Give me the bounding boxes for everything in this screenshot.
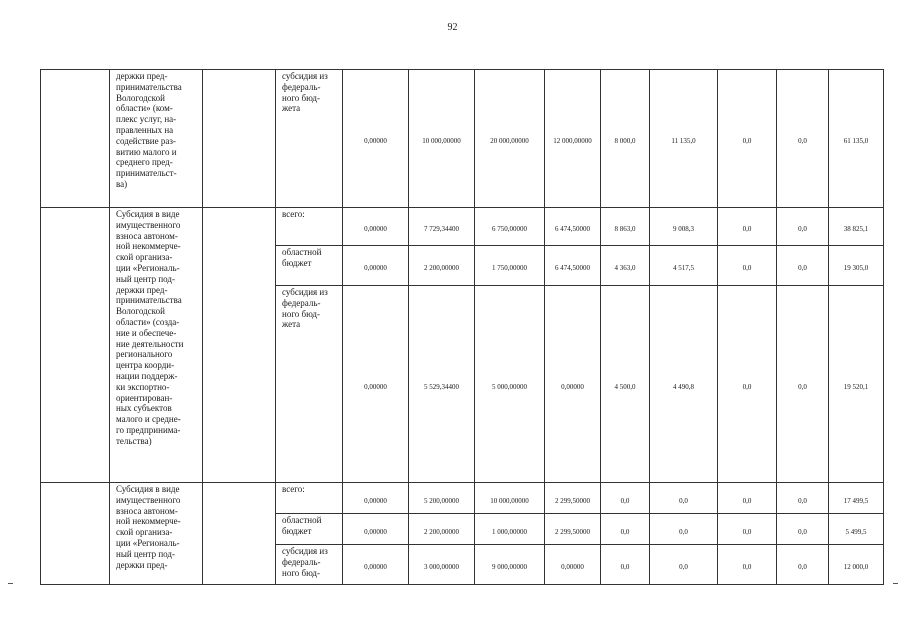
amount-cell: 2 299,50000 — [545, 483, 601, 514]
amount-cell: 10 000,00000 — [475, 483, 545, 514]
amount-cell: 0,00000 — [343, 70, 409, 208]
amount-cell: 2 200,00000 — [409, 514, 475, 545]
measure-description: Субсидия в виде имущественного взноса автоном- ной некоммерче- ской организа- ции «Региональ- ный центр под- держки пред- принимательства Вологодской области» (созда- ние и обеспече- ние деятельности регионального центра коорди- нации поддерж- ки экспортно- ориентирован- ных субъектов малого и средне- го предпринима- тельства) — [110, 208, 203, 483]
funding-source: всего: — [276, 483, 343, 514]
amount-cell: 0,0 — [718, 70, 777, 208]
amount-cell: 0,0 — [718, 545, 777, 585]
edge-mark-left — [8, 583, 13, 584]
table-row — [41, 70, 884, 208]
amount-cell: 6 474,50000 — [545, 208, 601, 246]
measure-description: держки пред- принимательства Вологодской области» (ком- плекс услуг, на- правленных на содействие раз- витию малого и среднего пред- принимательст- ва) — [110, 70, 203, 208]
amount-cell: 2 299,50000 — [545, 514, 601, 545]
measure-description: Субсидия в виде имущественного взноса автоном- ной некоммерче- ской организа- ции «Региональ- ный центр под- держки пред- — [110, 483, 203, 585]
funding-source: субсидия из федераль- ного бюд- жета — [276, 286, 343, 483]
amount-cell: 0,0 — [718, 514, 777, 545]
amount-cell: 0,0 — [777, 70, 829, 208]
amount-cell: 5 000,00000 — [475, 286, 545, 483]
amount-cell: 4 517,5 — [650, 246, 718, 286]
amount-cell: 6 474,50000 — [545, 246, 601, 286]
empty-number-cell — [41, 483, 110, 585]
amount-cell: 4 363,0 — [601, 246, 650, 286]
amount-cell: 0,0 — [718, 208, 777, 246]
amount-cell: 10 000,00000 — [409, 70, 475, 208]
amount-cell: 8 863,0 — [601, 208, 650, 246]
amount-cell: 0,00000 — [343, 246, 409, 286]
amount-cell: 0,0 — [650, 545, 718, 585]
amount-cell: 0,0 — [601, 483, 650, 514]
amount-cell: 0,0 — [601, 545, 650, 585]
amount-cell: 0,0 — [777, 286, 829, 483]
budget-table — [40, 69, 884, 585]
amount-cell: 0,00000 — [343, 514, 409, 545]
amount-cell: 9 000,00000 — [475, 545, 545, 585]
amount-cell: 8 000,0 — [601, 70, 650, 208]
amount-cell: 0,0 — [650, 514, 718, 545]
amount-cell: 1 000,00000 — [475, 514, 545, 545]
funding-source: всего: — [276, 208, 343, 246]
amount-cell: 20 000,00000 — [475, 70, 545, 208]
amount-cell: 0,0 — [718, 483, 777, 514]
empty-number-cell — [41, 70, 110, 208]
amount-cell: 38 825,1 — [829, 208, 884, 246]
funding-source: областной бюджет — [276, 514, 343, 545]
amount-cell: 5 200,00000 — [409, 483, 475, 514]
amount-cell: 17 499,5 — [829, 483, 884, 514]
amount-cell: 5 529,34400 — [409, 286, 475, 483]
funding-source: субсидия из федераль- ного бюд- жета — [276, 70, 343, 208]
amount-cell: 0,0 — [650, 483, 718, 514]
amount-cell: 5 499,5 — [829, 514, 884, 545]
amount-cell: 0,0 — [777, 483, 829, 514]
amount-cell: 11 135,0 — [650, 70, 718, 208]
amount-cell: 0,0 — [777, 545, 829, 585]
amount-cell: 0,00000 — [545, 545, 601, 585]
amount-cell: 0,00000 — [545, 286, 601, 483]
amount-cell: 6 750,00000 — [475, 208, 545, 246]
amount-cell: 19 305,0 — [829, 246, 884, 286]
amount-cell: 0,00000 — [343, 286, 409, 483]
amount-cell: 12 000,00000 — [545, 70, 601, 208]
edge-mark-right — [893, 583, 898, 584]
empty-number-cell — [41, 208, 110, 483]
page-number: 92 — [447, 22, 458, 33]
funding-source: областной бюджет — [276, 246, 343, 286]
amount-cell: 0,0 — [601, 514, 650, 545]
amount-cell: 19 520,1 — [829, 286, 884, 483]
amount-cell: 3 000,00000 — [409, 545, 475, 585]
amount-cell: 0,0 — [718, 286, 777, 483]
amount-cell: 2 200,00000 — [409, 246, 475, 286]
amount-cell: 4 490,8 — [650, 286, 718, 483]
executor-cell — [203, 208, 276, 483]
amount-cell: 1 750,00000 — [475, 246, 545, 286]
executor-cell — [203, 483, 276, 585]
amount-cell: 0,00000 — [343, 545, 409, 585]
amount-cell: 0,0 — [718, 246, 777, 286]
executor-cell — [203, 70, 276, 208]
amount-cell: 0,0 — [777, 208, 829, 246]
amount-cell: 0,00000 — [343, 208, 409, 246]
amount-cell: 4 500,0 — [601, 286, 650, 483]
table-row — [41, 208, 884, 246]
amount-cell: 9 008,3 — [650, 208, 718, 246]
amount-cell: 0,0 — [777, 246, 829, 286]
amount-cell: 12 000,0 — [829, 545, 884, 585]
amount-cell: 0,0 — [777, 514, 829, 545]
amount-cell: 7 729,34400 — [409, 208, 475, 246]
table-row — [41, 483, 884, 514]
amount-cell: 61 135,0 — [829, 70, 884, 208]
amount-cell: 0,00000 — [343, 483, 409, 514]
funding-source: субсидия из федераль- ного бюд- — [276, 545, 343, 585]
